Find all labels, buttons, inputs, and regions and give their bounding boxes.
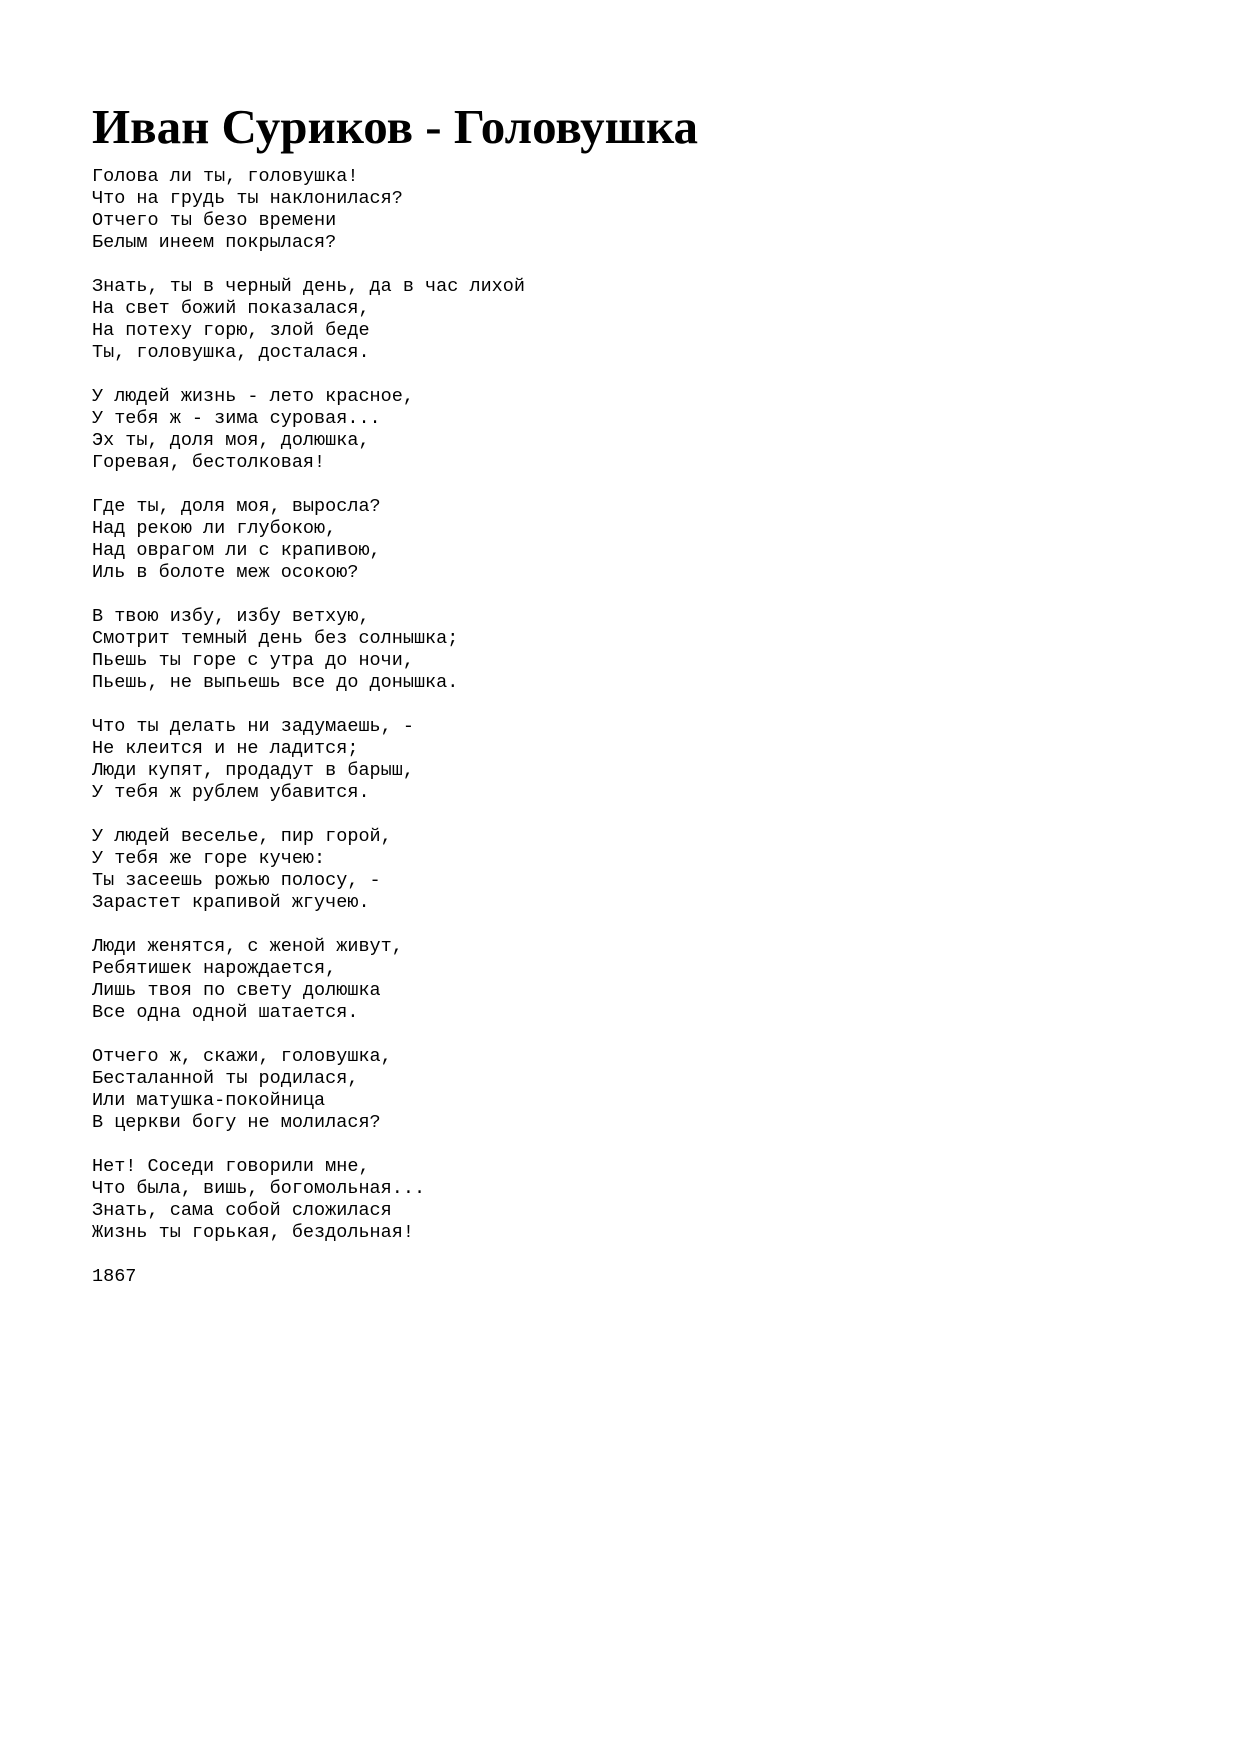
poem-line: Не клеится и не ладится;	[92, 738, 359, 759]
stanza-7	[92, 826, 1172, 914]
stanza-6	[92, 716, 1172, 804]
poem-line: Отчего ты безо времени	[92, 210, 337, 231]
poem-line: Нет! Соседи говорили мне,	[92, 1156, 370, 1177]
poem-line: У тебя же горе кучею:	[92, 848, 326, 869]
poem-line: Над оврагом ли с крапивою,	[92, 540, 381, 561]
poem-line: Ты, головушка, досталася.	[92, 342, 370, 363]
poem-line: Бесталанной ты родилася,	[92, 1068, 359, 1089]
poem-line: Лишь твоя по свету долюшка	[92, 980, 381, 1001]
poem-line: Знать, сама собой сложилася	[92, 1200, 392, 1221]
poem-line: Над рекою ли глубокою,	[92, 518, 337, 539]
poem-line: Иль в болоте меж осокою?	[92, 562, 359, 583]
stanza-2	[92, 276, 1172, 364]
poem-line: Смотрит темный день без солнышка;	[92, 628, 459, 649]
stanza-10	[92, 1156, 1172, 1244]
poem-line: Что ты делать ни задумаешь, -	[92, 716, 414, 737]
stanza-1	[92, 166, 1172, 254]
poem-line: Или матушка-покойница	[92, 1090, 326, 1111]
poem-year: 1867	[92, 1266, 137, 1287]
poem-line: Люди купят, продадут в барыш,	[92, 760, 414, 781]
poem-line: Эх ты, доля моя, долюшка,	[92, 430, 370, 451]
poem-line: Пьешь ты горе с утра до ночи,	[92, 650, 414, 671]
poem-line: У людей жизнь - лето красное,	[92, 386, 414, 407]
document-title: Иван Суриков - Головушка	[92, 99, 698, 154]
stanza-4	[92, 496, 1172, 584]
poem-line: Зарастет крапивой жгучею.	[92, 892, 370, 913]
poem-line: Ребятишек нарождается,	[92, 958, 337, 979]
poem-line: На свет божий показалася,	[92, 298, 370, 319]
poem-line: Что была, вишь, богомольная...	[92, 1178, 426, 1199]
poem-line: Голова ли ты, головушка!	[92, 166, 359, 187]
poem-line: Отчего ж, скажи, головушка,	[92, 1046, 392, 1067]
poem-line: Все одна одной шатается.	[92, 1002, 359, 1023]
poem-line: Что на грудь ты наклонилася?	[92, 188, 403, 209]
poem-line: В церкви богу не молилася?	[92, 1112, 381, 1133]
stanza-8	[92, 936, 1172, 1024]
stanza-5	[92, 606, 1172, 694]
poem-line: В твою избу, избу ветхую,	[92, 606, 370, 627]
poem-line: Ты засеешь рожью полосу, -	[92, 870, 381, 891]
poem-line: Горевая, бестолковая!	[92, 452, 326, 473]
poem-line: Знать, ты в черный день, да в час лихой	[92, 276, 525, 297]
poem-line: У людей веселье, пир горой,	[92, 826, 392, 847]
poem-line: На потеху горю, злой беде	[92, 320, 370, 341]
poem-line: Пьешь, не выпьешь все до донышка.	[92, 672, 459, 693]
poem-line: У тебя ж - зима суровая...	[92, 408, 381, 429]
poem-body	[92, 166, 1172, 1288]
stanza-3	[92, 386, 1172, 474]
stanza-9	[92, 1046, 1172, 1134]
poem-line: Где ты, доля моя, выросла?	[92, 496, 381, 517]
poem-line: Люди женятся, с женой живут,	[92, 936, 403, 957]
poem-line: Жизнь ты горькая, бездольная!	[92, 1222, 414, 1243]
poem-line: Белым инеем покрылася?	[92, 232, 337, 253]
poem-line: У тебя ж рублем убавится.	[92, 782, 370, 803]
